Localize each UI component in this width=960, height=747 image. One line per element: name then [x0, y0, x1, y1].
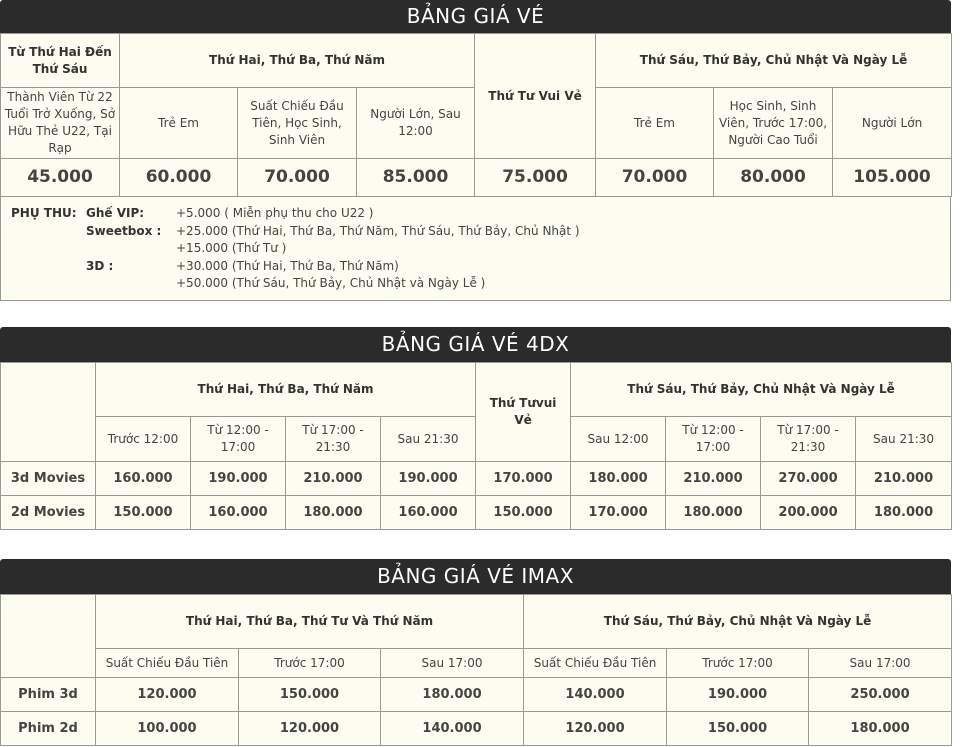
fourdx-price-table [0, 362, 952, 530]
price-cell: 150.000 [239, 678, 381, 712]
price-cell: 120.000 [96, 678, 239, 712]
subheader-student-elder: Học Sinh, Sinh Viên, Trước 17:00, Người Cao Tuổi [714, 88, 833, 159]
imax-price-table [0, 594, 952, 746]
subheader-adult-after-12: Người Lớn, Sau 12:00 [357, 88, 475, 159]
price-cell: 180.000 [809, 712, 952, 746]
subheader-child: Trẻ Em [120, 88, 238, 159]
surcharge-vip-label: Ghế VIP: [86, 206, 145, 220]
fourdx-price-title: BẢNG GIÁ VÉ 4DX [0, 327, 951, 362]
time-slot-header: Sau 21:30 [856, 417, 952, 462]
group-weekend-header: Thứ Sáu, Thứ Bảy, Chủ Nhật Và Ngày Lễ [596, 34, 952, 88]
time-slot-header: Từ 12:00 - 17:00 [666, 417, 761, 462]
surcharge-3d-value-2: +50.000 (Thứ Sáu, Thứ Bảy, Chủ Nhật và Ngày Lễ ) [176, 276, 486, 290]
surcharge-sweetbox-label: Sweetbox : [86, 223, 162, 238]
price-cell: 160.000 [191, 496, 286, 530]
price-cell: 200.000 [761, 496, 856, 530]
regular-price-table [0, 33, 952, 197]
price-cell: 270.000 [761, 462, 856, 496]
time-slot-header: Sau 21:30 [381, 417, 476, 462]
price-cell: 170.000 [571, 496, 666, 530]
imax-price-title: BẢNG GIÁ VÉ IMAX [0, 559, 951, 594]
group-weekend-header: Thứ Sáu, Thứ Bảy, Chủ Nhật Và Ngày Lễ [524, 595, 952, 649]
table-row [1, 712, 952, 746]
price-cell: 150.000 [476, 496, 571, 530]
surcharge-sweetbox-value-1: +25.000 (Thứ Hai, Thứ Ba, Thứ Năm, Thứ Sáu, Thứ Bảy, Chủ Nhật ) [176, 223, 580, 238]
surcharge-vip-value: +5.000 ( Miễn phụ thu cho U22 ) [176, 206, 374, 220]
price-cell: 120.000 [239, 712, 381, 746]
row-label: 3d Movies [1, 462, 96, 496]
time-slot-header: Từ 17:00 - 21:30 [761, 417, 856, 462]
corner-cell [1, 363, 96, 462]
price-cell: 190.000 [381, 462, 476, 496]
price-cell: 150.000 [667, 712, 809, 746]
price-cell: 140.000 [381, 712, 524, 746]
group-weekdays-header: Từ Thứ Hai Đến Thứ Sáu [1, 34, 120, 88]
price-cell: 160.000 [381, 496, 476, 530]
price-cell: 170.000 [476, 462, 571, 496]
row-label: Phim 3d [1, 678, 96, 712]
table-row [1, 678, 952, 712]
time-slot-header: Sau 17:00 [809, 649, 952, 678]
price-cell: 180.000 [286, 496, 381, 530]
corner-cell [1, 595, 96, 678]
group-weekend-header: Thứ Sáu, Thứ Bảy, Chủ Nhật Và Ngày Lễ [571, 363, 952, 417]
table-row [1, 496, 952, 530]
surcharge-sweetbox-value-2: +15.000 (Thứ Tư ) [176, 241, 287, 255]
price-cell: 45.000 [1, 159, 120, 197]
price-cell: 210.000 [856, 462, 952, 496]
price-cell: 250.000 [809, 678, 952, 712]
time-slot-header: Sau 17:00 [381, 649, 524, 678]
price-cell: 80.000 [714, 159, 833, 197]
imax-price-panel [0, 559, 951, 746]
time-slot-header: Suất Chiếu Đầu Tiên [96, 649, 239, 678]
group-wednesday-header: Thứ Tư Vui Vẻ [475, 34, 596, 159]
price-cell: 70.000 [596, 159, 714, 197]
surcharge-label: PHỤ THU: [11, 206, 77, 220]
time-slot-header: Suất Chiếu Đầu Tiên [524, 649, 667, 678]
price-cell: 160.000 [96, 462, 191, 496]
price-cell: 85.000 [357, 159, 475, 197]
price-cell: 100.000 [96, 712, 239, 746]
group-mon-tue-thu-header: Thứ Hai, Thứ Ba, Thứ Năm [96, 363, 476, 417]
price-cell: 190.000 [191, 462, 286, 496]
price-cell: 140.000 [524, 678, 667, 712]
price-cell: 180.000 [571, 462, 666, 496]
time-slot-header: Trước 12:00 [96, 417, 191, 462]
fourdx-price-panel [0, 327, 951, 530]
price-cell: 210.000 [286, 462, 381, 496]
subheader-child-weekend: Trẻ Em [596, 88, 714, 159]
table-row [1, 462, 952, 496]
regular-price-panel [0, 0, 951, 301]
surcharge-section [0, 197, 951, 301]
price-cell: 210.000 [666, 462, 761, 496]
subheader-member-u22: Thành Viên Từ 22 Tuổi Trở Xuống, Sở Hữu Thẻ U22, Tại Rạp [1, 88, 120, 159]
price-cell: 120.000 [524, 712, 667, 746]
row-label: 2d Movies [1, 496, 96, 530]
subheader-first-show-student: Suất Chiếu Đầu Tiên, Học Sinh, Sinh Viên [238, 88, 357, 159]
surcharge-3d-value-1: +30.000 (Thứ Hai, Thứ Ba, Thứ Năm) [176, 258, 399, 273]
price-cell: 60.000 [120, 159, 238, 197]
group-weekdays-header: Thứ Hai, Thứ Ba, Thứ Tư Và Thứ Năm [96, 595, 524, 649]
time-slot-header: Từ 12:00 - 17:00 [191, 417, 286, 462]
time-slot-header: Trước 17:00 [667, 649, 809, 678]
surcharge-3d-label: 3D : [86, 258, 114, 273]
price-cell: 75.000 [475, 159, 596, 197]
price-cell: 180.000 [666, 496, 761, 530]
subheader-adult: Người Lớn [833, 88, 952, 159]
price-cell: 180.000 [856, 496, 952, 530]
regular-price-title: BẢNG GIÁ VÉ [0, 0, 951, 33]
price-cell: 105.000 [833, 159, 952, 197]
time-slot-header: Từ 17:00 - 21:30 [286, 417, 381, 462]
price-cell: 190.000 [667, 678, 809, 712]
group-mon-tue-thu-header: Thứ Hai, Thứ Ba, Thứ Năm [120, 34, 475, 88]
time-slot-header: Trước 17:00 [239, 649, 381, 678]
price-cell: 70.000 [238, 159, 357, 197]
price-cell: 150.000 [96, 496, 191, 530]
time-slot-header: Sau 12:00 [571, 417, 666, 462]
price-cell: 180.000 [381, 678, 524, 712]
row-label: Phim 2d [1, 712, 96, 746]
group-wednesday-header: Thứ Tưvui Vẻ [476, 363, 571, 462]
